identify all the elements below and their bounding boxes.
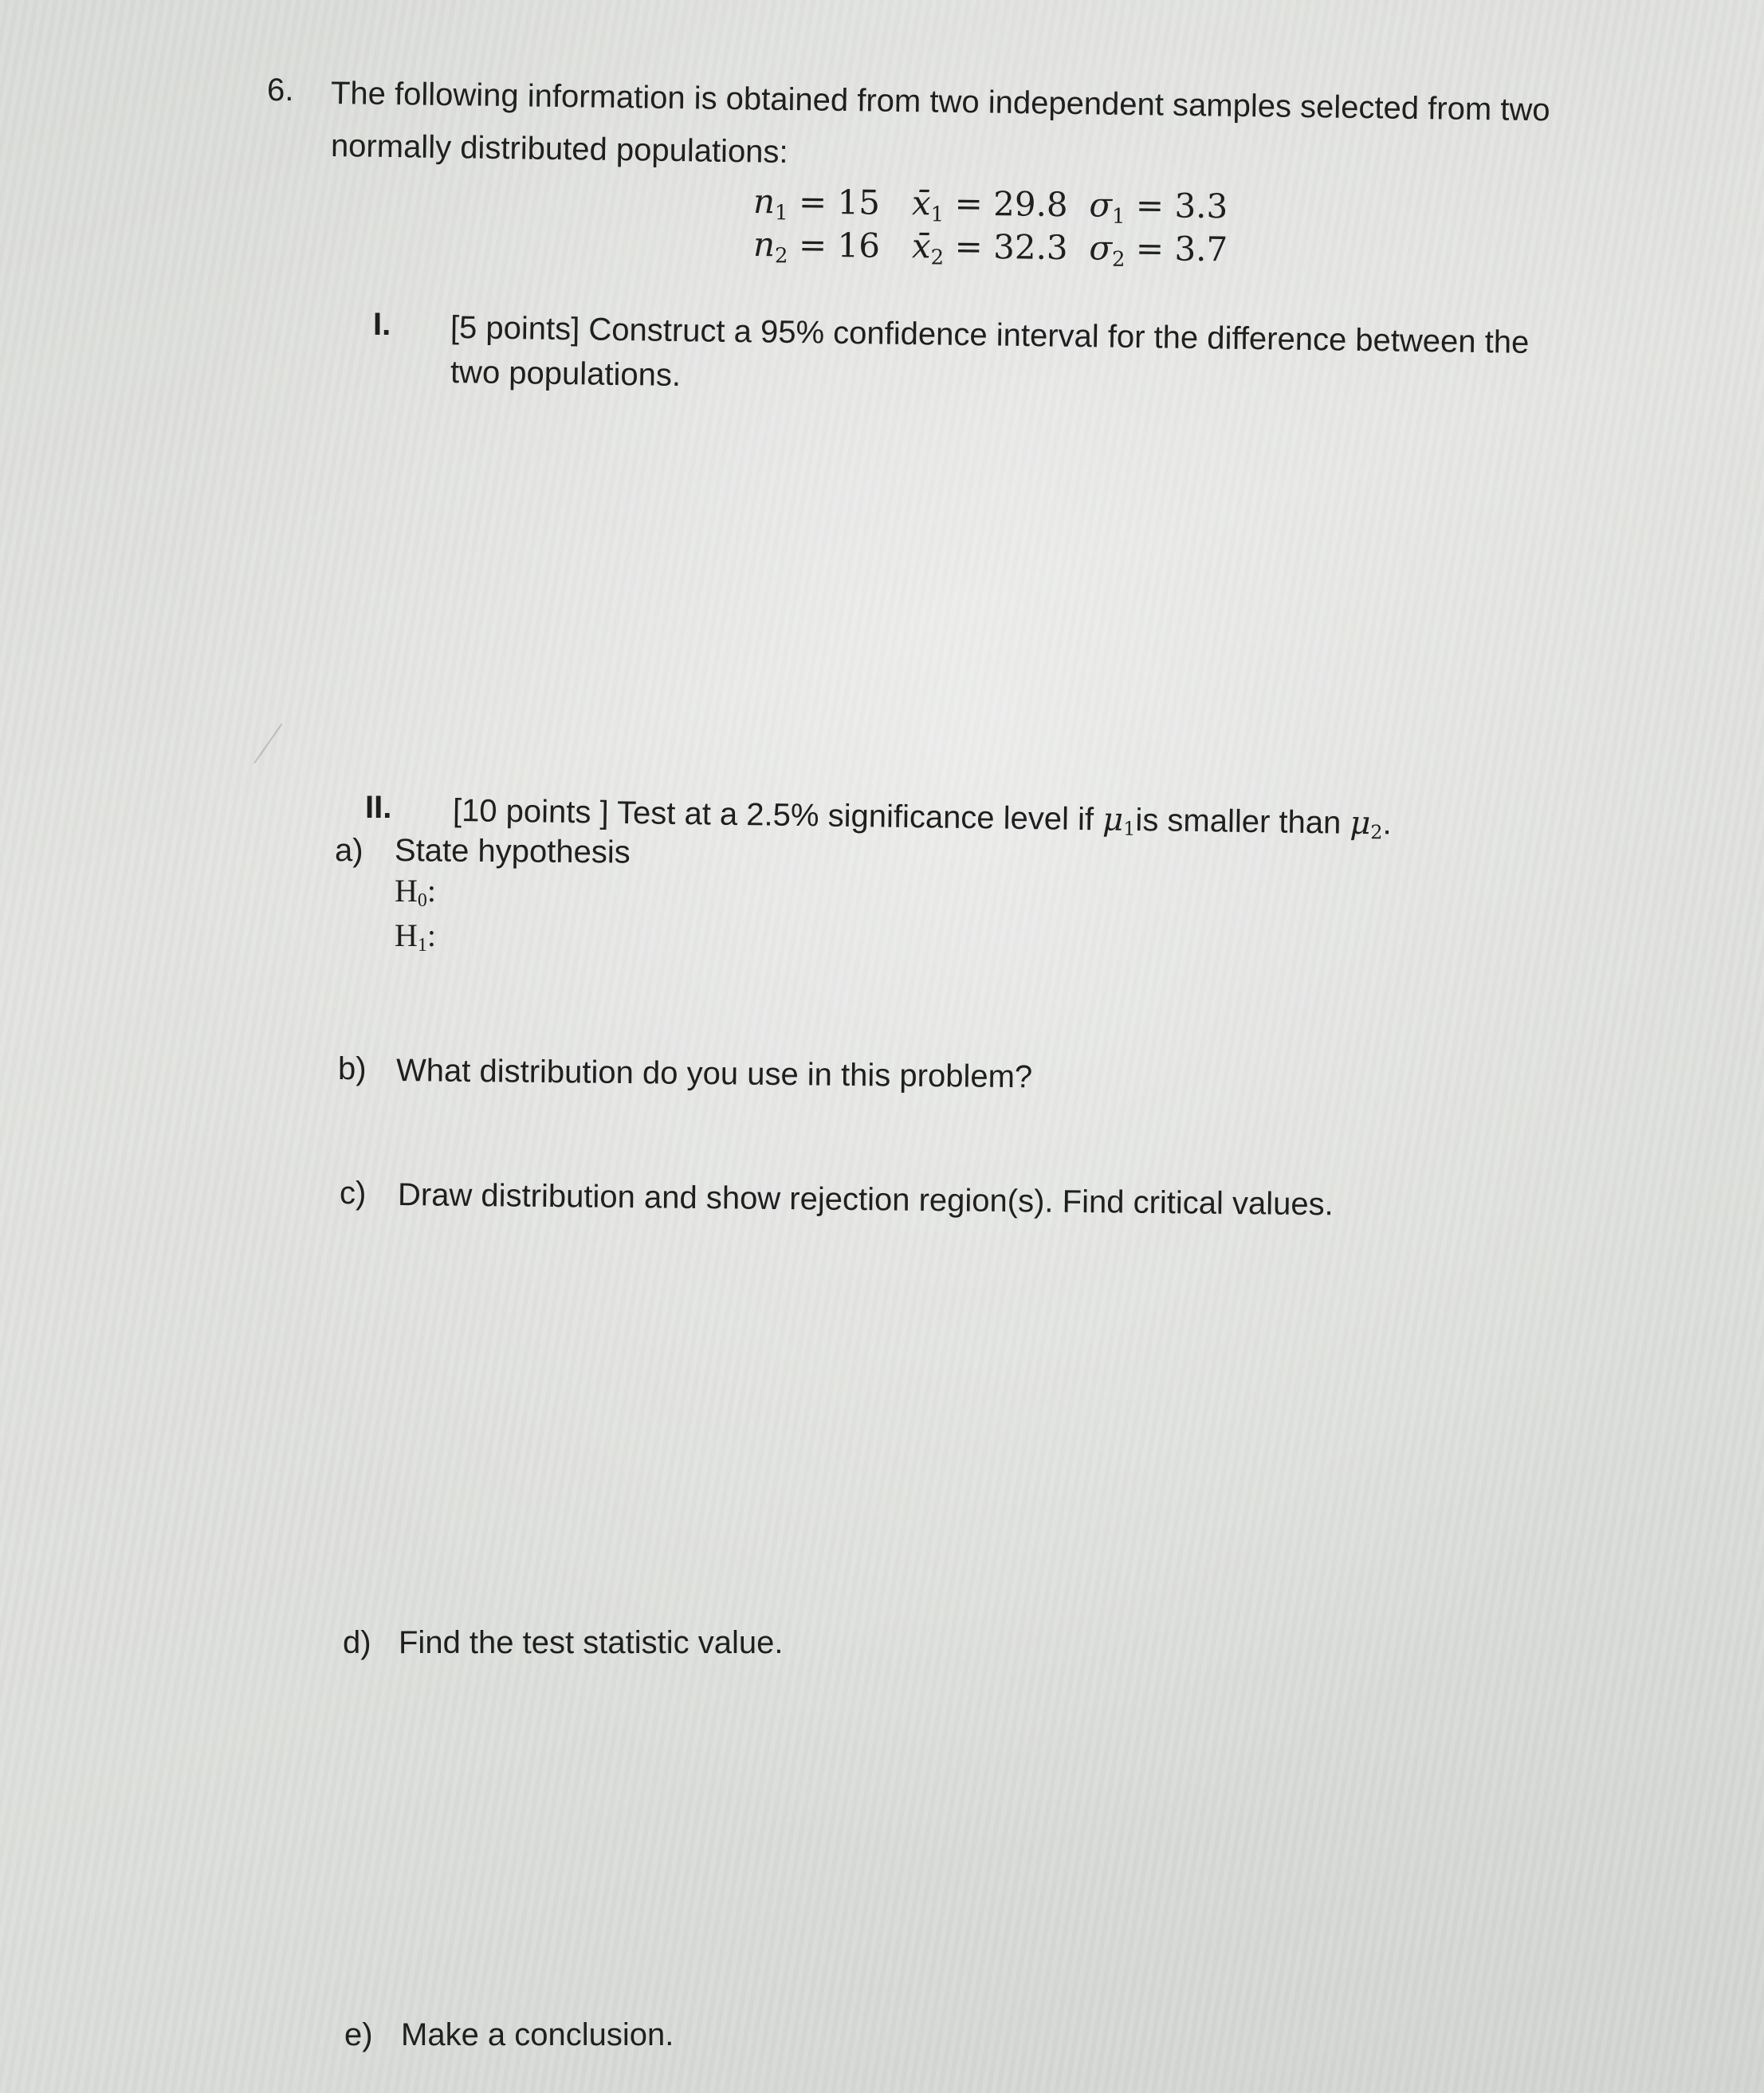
part2e-text: Make a conclusion. — [401, 2017, 674, 2052]
part2b-label: b) — [338, 1051, 367, 1086]
sample-data-row-1: $n_1 = 15$ $x̄_1 = 29.8$ $\sigma_1 = 3.3$ — [752, 182, 1228, 229]
part2-question: [10 points ] Test at a 2.5% significance level if $\mu_1is$ smaller than $\mu_2$. — [452, 793, 1393, 844]
part2b-text: What distribution do you use in this problem? — [395, 1053, 1033, 1095]
part2a-text: State hypothesis — [394, 833, 631, 870]
part2-label: II. — [365, 790, 392, 825]
mu1-symbol: $\mu_1$ — [1102, 801, 1136, 840]
question-intro-line1: The following information is obtained from two independent samples selected from two — [330, 76, 1550, 128]
part2d-text: Find the test statistic value. — [399, 1625, 784, 1660]
question-intro-line2: normally distributed populations: — [330, 128, 788, 171]
sample-data-row-2: $n_2 = 16$ $x̄_2 = 32.3$ $\sigma_2 = 3.7$ — [752, 225, 1228, 272]
question-number: 6. — [267, 73, 294, 108]
part1-text-line1: [5 points] Construct a 95% confidence interval for the difference between the — [450, 310, 1530, 360]
null-hypothesis-label: $H_0$: — [395, 873, 437, 911]
part2a-label: a) — [335, 833, 363, 868]
part2e-label: e) — [344, 2017, 373, 2052]
mu2-symbol: $\mu_2$ — [1350, 804, 1383, 844]
part1-text-line2: two populations. — [450, 355, 682, 394]
part1-label: I. — [373, 307, 391, 342]
pencil-mark — [253, 724, 321, 791]
part2c-label: c) — [340, 1176, 367, 1211]
part2d-label: d) — [343, 1625, 371, 1660]
part2c-text: Draw distribution and show rejection region(s). Find critical values. — [397, 1177, 1334, 1223]
alternative-hypothesis-label: $H_1$: — [395, 917, 437, 956]
